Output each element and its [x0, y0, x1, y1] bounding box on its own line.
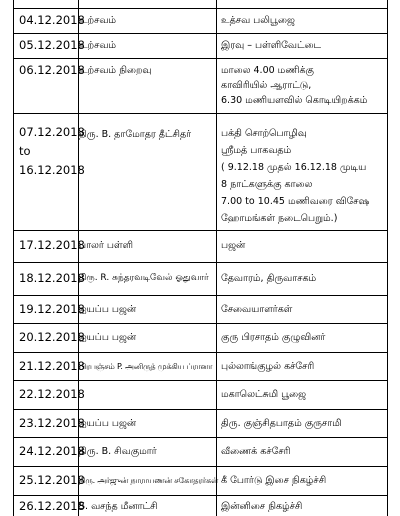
table-row — [13, 466, 388, 495]
table-row — [13, 58, 388, 113]
row-event: உற்சவம் நிறைவு — [79, 65, 152, 76]
row-date: 20.12.2018 — [19, 330, 85, 344]
row-date: 22.12.2018 — [19, 387, 85, 401]
row-date: 21.12.2018 — [19, 359, 85, 373]
row-event: பிரபஞ்சம் P. அனிருத் முக்கிய ப்ரானா — [79, 362, 213, 371]
row-detail: திரு. குஞ்சிதபாதம் குருசாமி — [221, 418, 342, 429]
row-detail: இன்னிசை நிகழ்ச்சி — [221, 501, 303, 512]
row-date: 17.12.2018 — [19, 238, 85, 252]
table-row — [13, 437, 388, 466]
row-date: 18.12.2018 — [19, 271, 85, 285]
row-date: 24.12.2018 — [19, 444, 85, 458]
row-event: உற்சவம் — [79, 15, 117, 26]
row-detail: மாலை 4.00 மணிக்கு காவிரியில் ஆராட்டு, 6.30 மணியளவில் கொடியிறக்கம் — [221, 65, 368, 106]
row-date: 05.12.2018 — [19, 38, 85, 52]
row-event: ஐயப்ப பஜன் — [79, 304, 137, 315]
row-detail: புல்லாங்குழல் கச்சேரி — [221, 361, 315, 372]
row-date: 25.12.2018 — [19, 473, 85, 487]
row-event: திரு. B. தாமோதர தீட்சிதர் — [79, 129, 192, 140]
row-date: 23.12.2018 — [19, 416, 85, 430]
table-row — [13, 295, 388, 323]
table-row — [13, 33, 388, 58]
row-event: திரு. B. சிவகுமார் — [79, 446, 157, 457]
row-detail: பஜன் — [221, 240, 246, 251]
row-detail: குரு பிரசாதம் குழுவினர் — [221, 332, 326, 343]
row-detail: இரவு – பள்ளிவேட்டை — [221, 40, 322, 51]
row-detail: கீ போர்டு இசை நிகழ்ச்சி — [221, 475, 327, 486]
row-date: 19.12.2018 — [19, 302, 85, 316]
row-detail: தேவாரம், திருவாசகம் — [221, 273, 317, 284]
table-row — [13, 409, 388, 437]
row-event: S. வசந்த மீனாட்சி — [79, 501, 158, 512]
table-row — [13, 230, 388, 262]
row-event: திரு. R. சுந்தரவடிவேல் ஓதுவார் — [79, 273, 209, 283]
table-row — [13, 113, 388, 230]
table-row — [13, 262, 388, 295]
row-detail: வீணைக் கச்சேரி — [221, 446, 291, 457]
row-event: ஐயப்ப பஜன் — [79, 418, 137, 429]
row-detail: உத்சவ பலிபூஜை — [221, 15, 295, 26]
row-event: பாலர் பள்ளி — [79, 240, 134, 251]
row-date: 04.12.2018 — [19, 13, 85, 27]
row-detail: மகாலெட்சுமி பூஜை — [221, 389, 307, 400]
table-row — [13, 352, 388, 380]
table-row — [13, 495, 388, 516]
row-event: திரு. அர்ஜுன் நாராயணன் சகோதரர்கள் — [79, 476, 219, 485]
row-event: ஐயப்ப பஜன் — [79, 332, 137, 343]
row-date: 06.12.2018 — [19, 63, 85, 77]
table-row — [13, 323, 388, 352]
row-detail: பக்தி சொற்பொழிவு ஸ்ரீமத் பாகவதம் ( 9.12.18 முதல் 16.12.18 முடிய 8 நாட்களுக்கு காலை 7.00 to 10.45 மணிவரை விசேஷ ஹோமங்கள் நடைபெறும்.) — [221, 128, 370, 224]
row-date: 26.12.2018 — [19, 499, 85, 513]
row-date: 07.12.2018 to 16.12.2018 — [19, 125, 85, 177]
table-row — [13, 8, 388, 33]
row-detail: சேவையாளர்கள் — [221, 304, 293, 315]
row-event: உற்சவம் — [79, 40, 117, 51]
table-row — [13, 380, 388, 409]
